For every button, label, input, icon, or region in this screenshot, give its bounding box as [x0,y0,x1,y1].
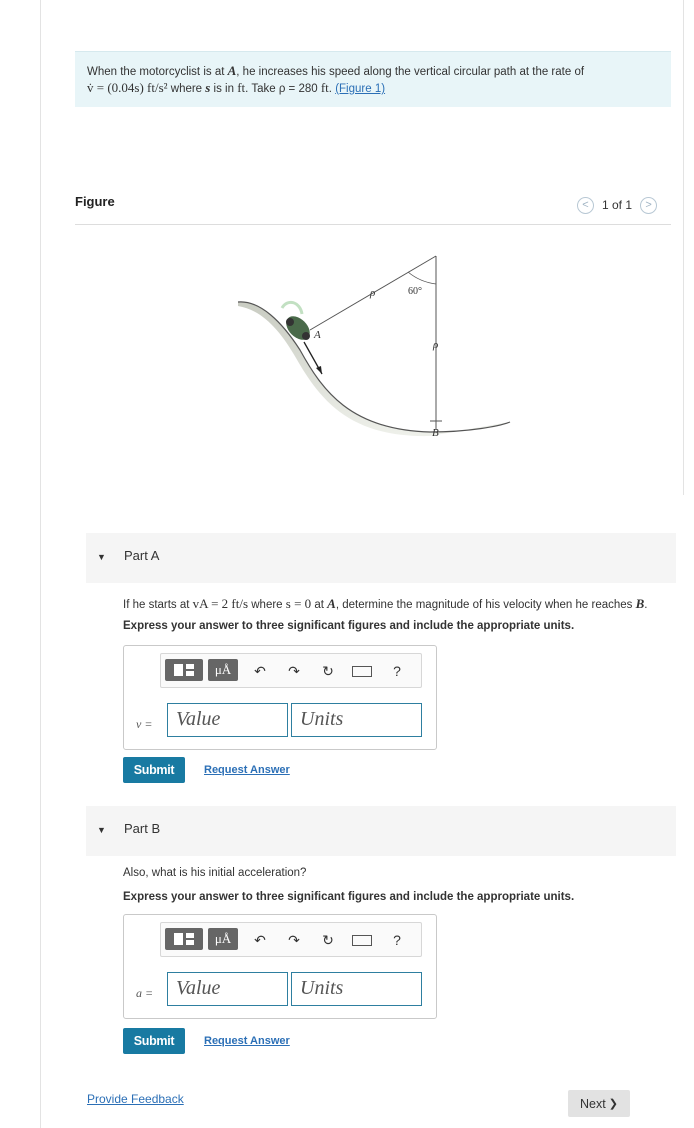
next-button[interactable] [568,1090,630,1117]
collapse-triangle-icon[interactable]: ▼ [97,552,106,562]
units-template-button[interactable] [208,659,238,681]
provide-feedback-link[interactable]: Provide Feedback [87,1092,184,1106]
next-figure-button[interactable] [640,197,657,214]
part-b-answer-box [123,914,437,1019]
acceleration-value-input[interactable] [167,972,288,1006]
circular-track [238,302,510,432]
question-text: . [644,599,648,611]
part-b-request-answer-link[interactable]: Request Answer [204,1035,290,1047]
collapse-triangle-icon[interactable]: ▼ [97,825,106,835]
units-template-button[interactable] [208,928,238,950]
s-variable: s [205,80,211,95]
pager-count: 1 of 1 [602,198,633,212]
problem-text: When the motorcyclist is at [87,66,228,78]
redo-icon[interactable]: ↷ [288,662,300,679]
fraction-template-icon [174,933,194,945]
rho-expression: ρ = 280 [278,83,321,95]
units-placeholder: Units [300,708,344,730]
undo-icon[interactable]: ↶ [254,931,266,948]
chevron-left-icon: < [582,199,589,211]
next-label: Next [580,1096,606,1111]
figure-divider [75,224,671,225]
rho-label-vert: ρ [433,339,439,351]
part-b-header[interactable] [86,806,676,856]
ft-unit: ft [320,80,329,95]
rho-label-top: ρ [370,287,376,299]
angle-label: 60° [408,286,422,297]
point-b-label: B [432,427,439,439]
question-text: , determine the magnitude of his velocity when he reaches [335,599,636,611]
value-placeholder: Value [176,708,221,730]
initial-velocity: vA = 2 ft/s [192,596,249,611]
prev-figure-button[interactable] [577,197,594,214]
velocity-units-input[interactable] [291,703,422,737]
velocity-variable-label: v = [136,717,153,731]
velocity-arrowhead [316,366,322,374]
right-border [683,0,684,495]
part-a-question [123,596,648,612]
part-a-request-answer-link[interactable]: Request Answer [204,764,290,776]
figure-link[interactable]: (Figure 1) [335,83,386,95]
fraction-template-icon [174,664,194,676]
problem-text: , he increases his speed along the vertical circular path at the rate of [236,66,585,78]
reset-icon[interactable]: ↻ [322,931,334,948]
part-a-instruction: Express your answer to three significant figures and include the appropriate units. [123,620,575,632]
point-b-ref: B [635,596,645,611]
value-placeholder: Value [176,977,221,999]
left-border [40,0,41,1128]
part-b-question: Also, what is his initial acceleration? [123,867,307,879]
keyboard-icon[interactable] [351,930,373,950]
rate-expression: v̇ = (0.04s) ft/s² [87,80,168,95]
template-button[interactable] [165,928,203,950]
reset-icon[interactable]: ↻ [322,662,334,679]
point-a-ref: A [327,596,336,611]
part-b-title: Part B [124,821,161,836]
help-icon[interactable] [389,930,405,950]
part-a-title: Part A [124,548,160,563]
velocity-value-input[interactable] [167,703,288,737]
part-a-submit-button[interactable]: Submit [123,757,185,783]
acceleration-units-input[interactable] [291,972,422,1006]
figure-pager [577,195,671,215]
angle-arc [408,272,436,284]
help-label: ? [393,663,401,679]
math-toolbar [160,653,422,688]
part-b-instruction: Express your answer to three significant figures and include the appropriate units. [123,891,575,903]
part-a-header[interactable] [86,533,676,583]
part-b-submit-button[interactable]: Submit [123,1028,185,1054]
template-button[interactable] [165,659,203,681]
figure-title: Figure [75,194,115,209]
point-a-label: A [314,329,321,341]
keyboard-icon[interactable] [351,661,373,681]
math-toolbar [160,922,422,957]
redo-icon[interactable]: ↷ [288,931,300,948]
problem-text: . Take [245,83,279,95]
problem-text: is in [210,83,238,95]
chevron-right-icon: > [645,199,652,211]
problem-statement [75,51,671,107]
s-condition: s = 0 [285,596,312,611]
motorcycle-path-figure [230,250,520,440]
help-label: ? [393,932,401,948]
mu-label: μÅ [214,662,232,677]
problem-text: . [328,83,332,95]
units-placeholder: Units [300,977,344,999]
acceleration-variable-label: a = [136,986,154,1000]
part-a-answer-box [123,645,437,750]
mu-label: μÅ [214,931,232,946]
problem-text: where [167,83,206,95]
ft-unit: ft [237,80,246,95]
question-text: If he starts at [123,599,193,611]
question-text: at [311,599,328,611]
help-icon[interactable] [389,661,405,681]
question-text: where [248,599,286,611]
point-a-ref: A [227,63,237,78]
chevron-right-icon: ❯ [608,1098,618,1110]
undo-icon[interactable]: ↶ [254,662,266,679]
